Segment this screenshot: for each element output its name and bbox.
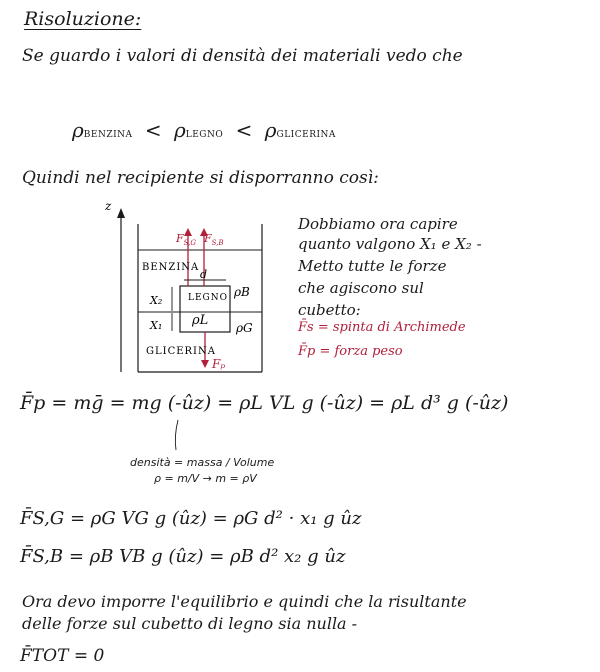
note-arrow [175, 420, 178, 450]
page-heading: Risoluzione: [24, 8, 142, 30]
fs-definition: F̄s = spinta di Archimede [298, 320, 466, 335]
rho-glicerina: ρGLICERINA [264, 118, 336, 142]
density-formula: ρ = m/V → m = ρV [154, 472, 257, 485]
legno-label: LEGNO [188, 293, 228, 303]
glicerina-label: GLICERINA [146, 346, 216, 357]
fp-definition: F̄p = forza peso [298, 344, 403, 359]
side-note-1: Dobbiamo ora capire [298, 215, 458, 233]
side-note-5: cubetto: [298, 301, 361, 319]
weight-equation: F̄p = mḡ = mg (-ûz) = ρL VL g (-ûz) = ρL d³ g (-ûz) [20, 392, 509, 414]
fsb-equation: F̄S,B = ρB VB g (ûz) = ρB d² x₂ g ûz [20, 546, 346, 567]
side-note-2: quanto valgono X₁ e X₂ - [298, 235, 482, 253]
fs-g-label: $F_{S,G}$ [176, 232, 197, 247]
arrangement-line: Quindi nel recipiente si disporranno così: [22, 168, 379, 188]
density-note: densità = massa / Volume [130, 456, 275, 469]
benzina-label: BENZINA [142, 262, 200, 273]
fs-b-label: $F_{S,B}$ [204, 232, 224, 247]
side-note-3: Metto tutte le forze [298, 257, 447, 275]
rho-g-label: ρG [236, 321, 253, 335]
rho-benzina: ρBENZINA [72, 118, 133, 142]
less-than-1: < [144, 118, 162, 142]
ftot-equation: F̄TOT = 0 [20, 646, 105, 666]
x2-label: X₂ [150, 294, 163, 307]
rho-l-label: ρL [192, 313, 209, 328]
equilibrium-line-1: Ora devo imporre l'equilibrio e quindi che la risultante [22, 592, 467, 611]
fp-label: Fₚ [212, 357, 226, 371]
rho-legno: ρLEGNO [174, 118, 224, 142]
z-axis-label: z [105, 199, 112, 213]
side-note-4: che agiscono sul [298, 279, 424, 297]
intro-line: Se guardo i valori di densità dei materiali vedo che [22, 46, 463, 66]
equilibrium-line-2: delle forze sul cubetto di legno sia nulla - [22, 614, 358, 633]
x1-label: X₁ [150, 319, 163, 332]
z-axis-arrow [117, 208, 125, 218]
d-label: d [200, 268, 208, 281]
fsg-equation: F̄S,G = ρG VG g (ûz) = ρG d² · x₁ g ûz [20, 508, 362, 529]
less-than-2: < [235, 118, 253, 142]
rho-b-label: ρB [234, 285, 250, 299]
